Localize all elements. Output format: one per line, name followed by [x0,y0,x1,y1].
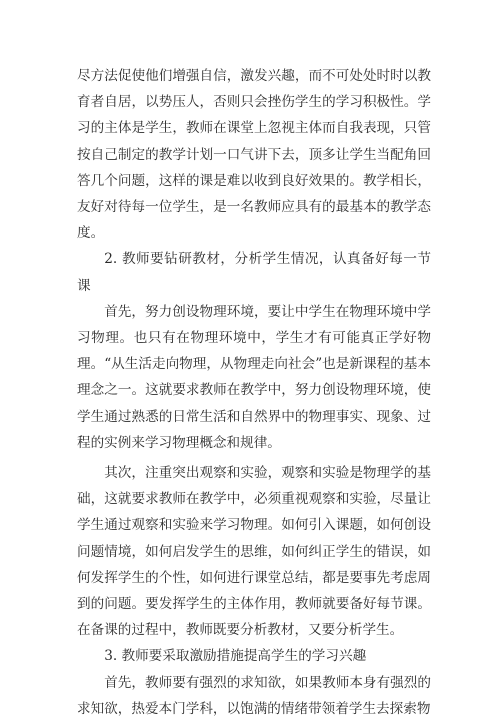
section-heading-3: 3. 教师要采取激励措施提高学生的学习兴趣 [104,648,367,665]
paragraph-observation-experiment: 其次，注重突出观察和实验，观察和实验是物理学的基础，这就要求教师在教学中，必须重视观察和实验，尽量让学生通过观察和实验来学习物理。如何引入课题，如何创设问题情境，如何启发学生的思维，如何纠正学生的错误，如何发挥学生的个性，如何进行课堂总结，都是要事先考虑周到的问题。要发挥学生的主体作用，教师就要备好每节课。在备课的过程中，教师既要分析教材，又要分析学生。 [77,465,431,639]
document-body [77,63,431,722]
section-heading-2: 2. 教师要钻研教材，分析学生情况，认真备好每一节课 [77,251,431,294]
paragraph-curiosity: 首先，教师要有强烈的求知欲，如果教师本身有强烈的求知欲，热爱本门学科，以饱满的情绪带领着学生去探索物 [77,674,431,717]
paragraph-continuation: 尽方法促使他们增强自信，激发兴趣，而不可处处时时以教育者自居，以势压人，否则只会挫伤学生的学习积极性。学习的主体是学生，教师在课堂上忽视主体而自我表现，只管按自己制定的教学计划一口气讲下去，顶多让学生当配角回答几个问题，这样的课是难以收到良好效果的。教学相长，友好对待每一位学生，是一名教师应具有的最基本的教学态度。 [77,68,431,242]
paragraph-physics-environment: 首先，努力创设物理环境，要让中学生在物理环境中学习物理。也只有在物理环境中，学生才有可能真正学好物理。“从生活走向物理，从物理走向社会”也是新课程的基本理念之一。这就要求教师在教学中，努力创设物理环境，使学生通过熟悉的日常生活和自然界中的物理事实、现象、过程的实例来学习物理概念和规律。 [77,303,431,451]
